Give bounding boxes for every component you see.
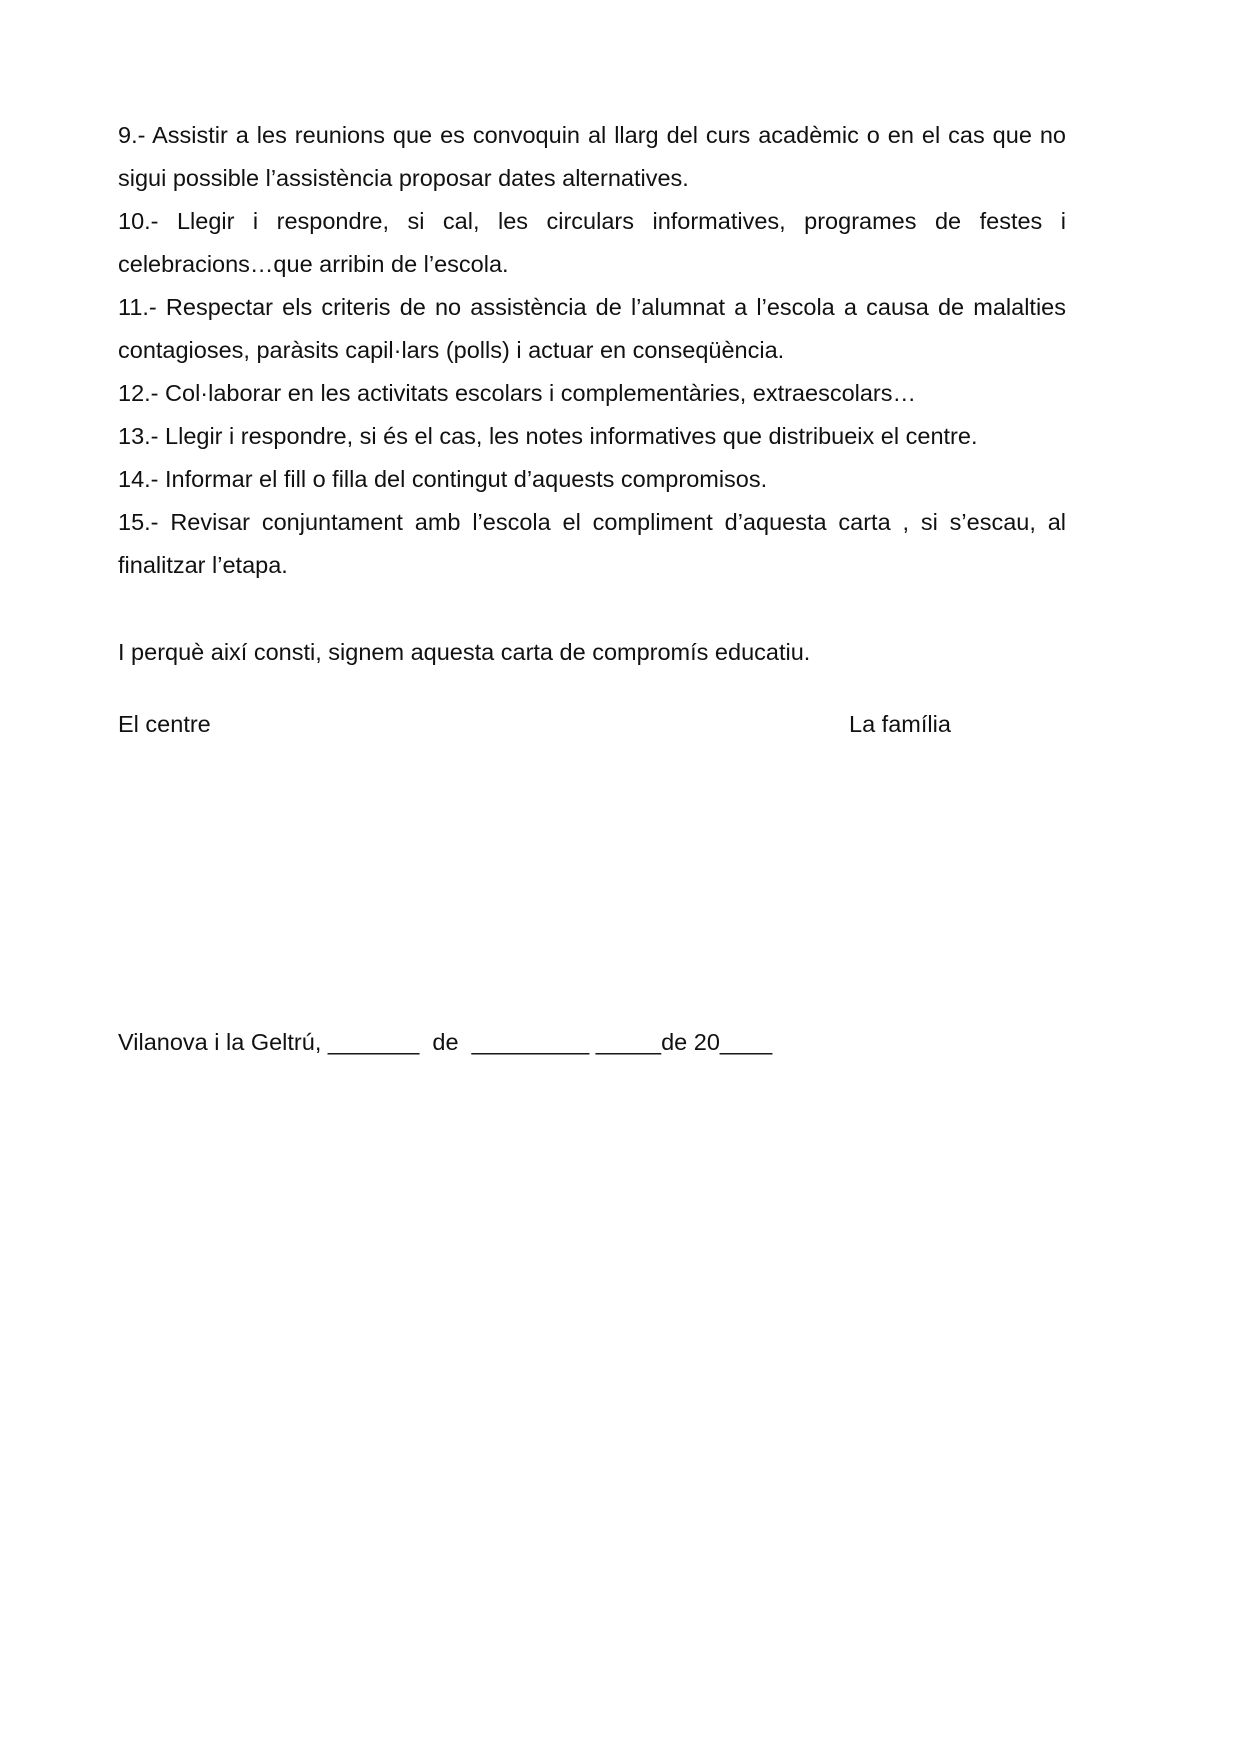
commitment-item-9: 9.- Assistir a les reunions que es convoquin al llarg del curs acadèmic o en el cas que no sigui possible l’assistència proposar dates alternatives. bbox=[118, 122, 1066, 191]
commitment-item-11: 11.- Respectar els criteris de no assistència de l’alumnat a l’escola a causa de malalties contagioses, paràsits capil·lars (polls) i actuar en conseqüència. bbox=[118, 294, 1066, 363]
commitment-item-14: 14.- Informar el fill o filla del contingut d’aquests compromisos. bbox=[118, 466, 768, 492]
commitment-item-12: 12.- Col·laborar en les activitats escolars i complementàries, extraescolars… bbox=[118, 380, 917, 406]
commitment-item-15: 15.- Revisar conjuntament amb l’escola el compliment d’aquesta carta , si s’escau, al finalitzar l’etapa. bbox=[118, 509, 1066, 578]
commitment-item-10: 10.- Llegir i respondre, si cal, les circulars informatives, programes de festes i celebracions…que arribin de l’escola. bbox=[118, 208, 1066, 277]
commitments-list bbox=[118, 114, 1066, 587]
commitment-item-13: 13.- Llegir i respondre, si és el cas, les notes informatives que distribueix el centre. bbox=[118, 423, 978, 449]
signature-label-family: La família bbox=[849, 711, 951, 737]
closing-statement: I perquè així consti, signem aquesta carta de compromís educatiu. bbox=[118, 639, 811, 665]
signature-label-centre: El centre bbox=[118, 711, 211, 737]
place-date-line: Vilanova i la Geltrú, _______ de _________ _____de 20____ bbox=[118, 1029, 773, 1055]
